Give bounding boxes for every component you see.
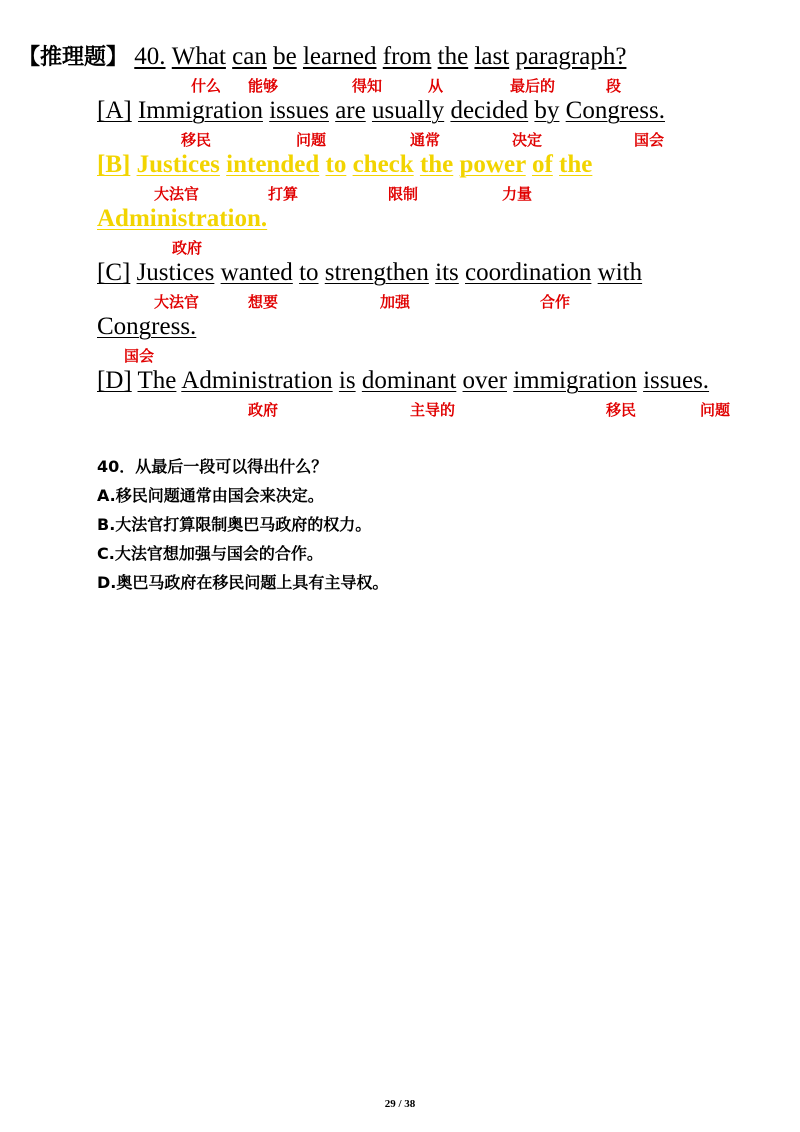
option-word: Congress. xyxy=(97,313,197,340)
gloss-word: 政府 xyxy=(172,239,203,257)
page-number: 29 xyxy=(384,1098,396,1110)
option-word: by xyxy=(534,97,560,124)
option-word: power xyxy=(459,151,526,178)
option-word: dominant xyxy=(361,367,457,394)
option-word: of xyxy=(531,151,553,178)
option-word: its xyxy=(435,259,459,286)
option-word: is xyxy=(338,367,356,394)
option-word: over xyxy=(462,367,507,394)
option-d xyxy=(97,366,709,396)
stem-word: from xyxy=(382,43,432,70)
option-word: decided xyxy=(450,97,529,124)
option-c-line-2 xyxy=(97,312,196,342)
option-word: wanted xyxy=(220,259,293,286)
option-word: to xyxy=(299,259,319,286)
option-word: the xyxy=(559,151,593,178)
option-word: are xyxy=(335,97,366,124)
gloss-word: 想要 xyxy=(248,293,279,311)
page-separator: / xyxy=(398,1098,402,1110)
gloss-word: 大法官 xyxy=(154,293,200,311)
option-word: strengthen xyxy=(324,259,429,286)
gloss-word: 通常 xyxy=(410,131,441,149)
option-word: [C] xyxy=(97,259,131,286)
gloss-word: 国会 xyxy=(124,347,155,365)
option-word: usually xyxy=(371,97,445,124)
option-word: with xyxy=(597,259,643,286)
translation-option-c: C.大法官想加强与国会的合作。 xyxy=(97,544,323,563)
option-word: Administration xyxy=(181,367,333,394)
gloss-word: 加强 xyxy=(380,293,411,311)
option-word: issues xyxy=(269,97,329,124)
translation-option-d: D.奥巴马政府在移民问题上具有主导权。 xyxy=(97,573,389,592)
gloss-word: 最后的 xyxy=(510,77,556,95)
question-type-tag: 【推理题】 xyxy=(18,45,129,70)
option-b-line-1 xyxy=(97,150,592,180)
stem-word: can xyxy=(232,43,267,70)
gloss-word: 段 xyxy=(606,77,622,95)
stem-word: paragraph? xyxy=(515,43,627,70)
gloss-word: 问题 xyxy=(296,131,327,149)
gloss-word: 从 xyxy=(428,77,444,95)
option-word: Justices xyxy=(136,151,220,178)
option-word: [D] xyxy=(97,367,132,394)
stem-word: What xyxy=(171,43,226,70)
option-word: The xyxy=(137,367,177,394)
translation-option-a: A.移民问题通常由国会来决定。 xyxy=(97,486,324,505)
translation-option-b: B.大法官打算限制奥巴马政府的权力。 xyxy=(97,515,372,534)
gloss-word: 打算 xyxy=(268,185,299,203)
option-word: intended xyxy=(226,151,320,178)
option-word: the xyxy=(419,151,454,178)
page-footer xyxy=(0,1098,800,1110)
stem-word: be xyxy=(273,43,297,70)
gloss-word: 什么 xyxy=(191,77,222,95)
gloss-word: 主导的 xyxy=(410,401,456,419)
gloss-word: 国会 xyxy=(634,131,665,149)
option-c-line-1 xyxy=(97,258,642,288)
option-word: Congress. xyxy=(565,97,665,124)
gloss-word: 限制 xyxy=(388,185,419,203)
stem-word: last xyxy=(474,43,510,70)
stem-word: the xyxy=(437,43,469,70)
option-word: Administration. xyxy=(97,205,268,232)
stem-word: learned xyxy=(302,43,377,70)
option-word: check xyxy=(352,151,414,178)
stem-word: 40. xyxy=(134,43,166,70)
gloss-word: 移民 xyxy=(181,131,212,149)
option-word: Justices xyxy=(136,259,215,286)
gloss-word: 力量 xyxy=(502,185,533,203)
question-stem xyxy=(18,42,626,72)
option-b-line-2 xyxy=(97,204,267,234)
chinese-translation xyxy=(97,452,777,597)
gloss-word: 决定 xyxy=(512,131,543,149)
page-total: 38 xyxy=(404,1098,416,1110)
gloss-word: 大法官 xyxy=(154,185,200,203)
translation-title: 40．从最后一段可以得出什么？ xyxy=(97,457,328,476)
option-word: issues. xyxy=(643,367,710,394)
gloss-word: 政府 xyxy=(248,401,279,419)
option-word: to xyxy=(325,151,347,178)
option-word: coordination xyxy=(465,259,592,286)
option-word: Immigration xyxy=(137,97,263,124)
gloss-word: 移民 xyxy=(606,401,637,419)
option-word: [B] xyxy=(97,151,131,178)
gloss-word: 问题 xyxy=(700,401,731,419)
option-word: immigration xyxy=(513,367,637,394)
option-a xyxy=(97,96,665,126)
gloss-word: 得知 xyxy=(352,77,383,95)
option-word: [A] xyxy=(97,97,132,124)
gloss-word: 能够 xyxy=(248,77,279,95)
gloss-word: 合作 xyxy=(540,293,571,311)
